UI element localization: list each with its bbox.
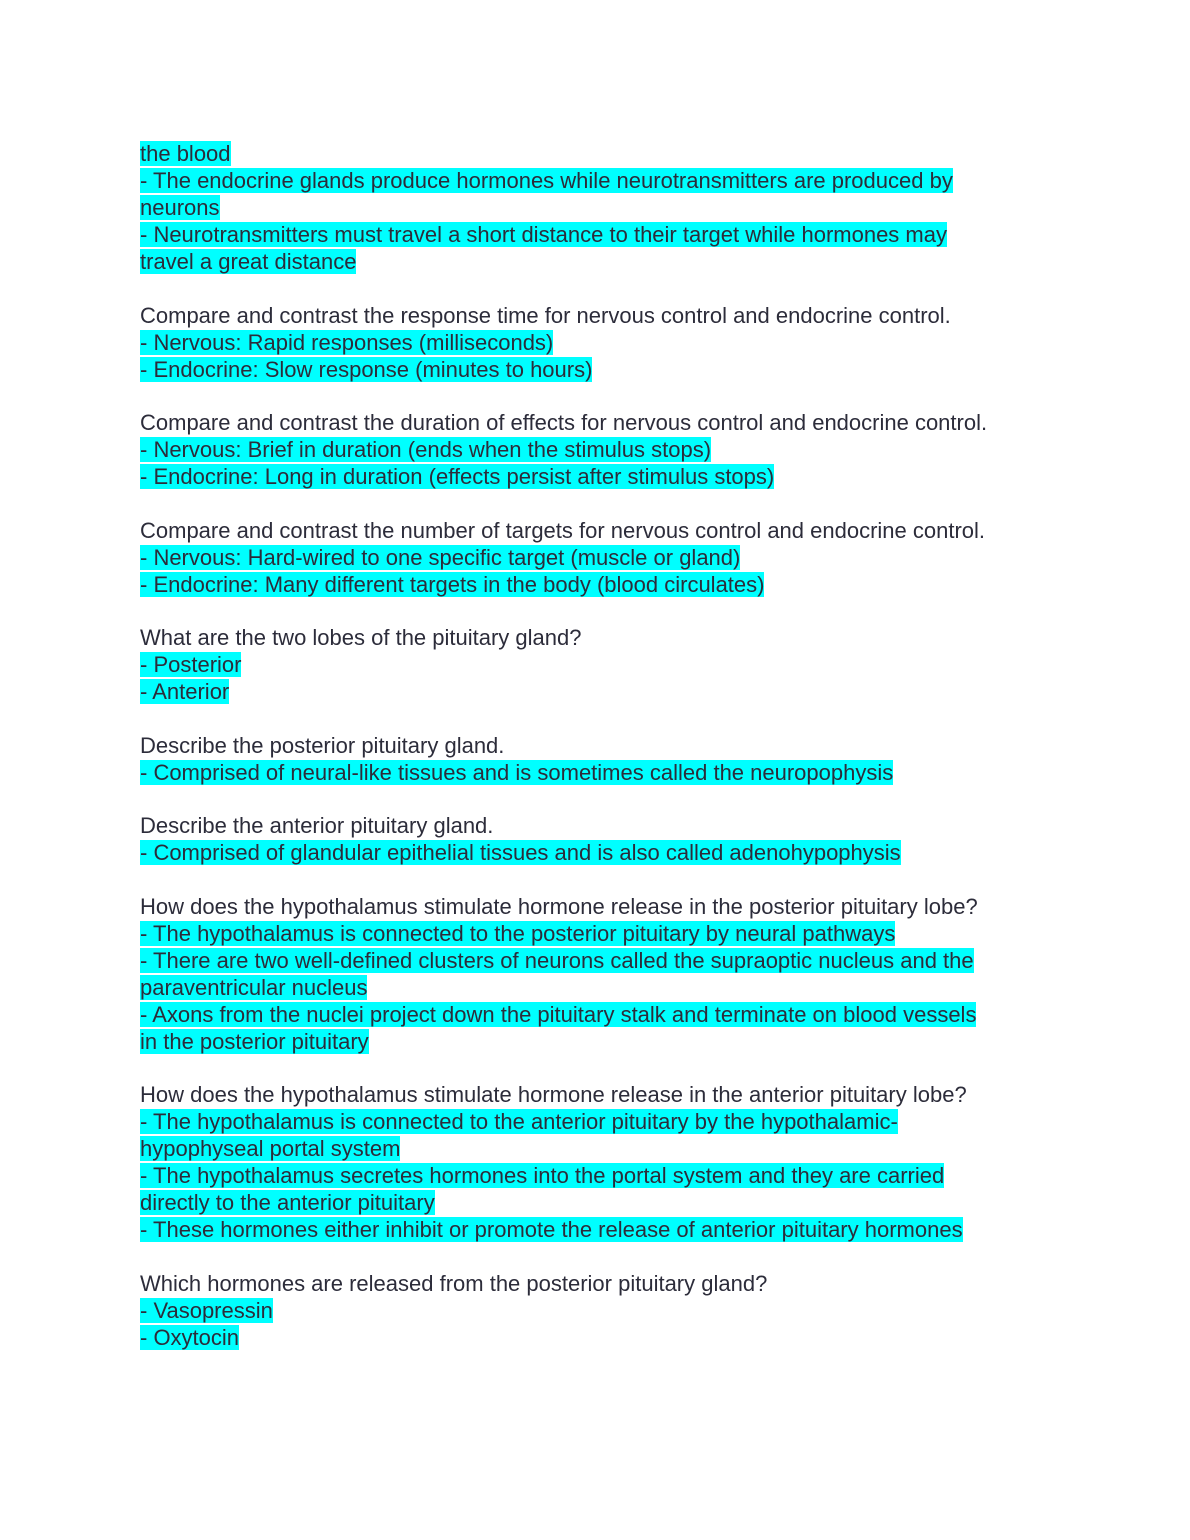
- answer-line: - Oxytocin: [140, 1324, 240, 1350]
- answer-line: - Endocrine: Slow response (minutes to hours): [140, 356, 593, 382]
- answer-line: - Endocrine: Many different targets in the body (blood circulates): [140, 571, 765, 597]
- answer-line: - These hormones either inhibit or promote the release of anterior pituitary hormones: [140, 1217, 963, 1242]
- qa-block-posterior-hormones: [140, 1270, 1060, 1351]
- question: What are the two lobes of the pituitary gland?: [140, 625, 582, 650]
- question: Describe the posterior pituitary gland.: [140, 732, 505, 758]
- answer-line: - Endocrine: Long in duration (effects persist after stimulus stops): [140, 464, 775, 489]
- question: How does the hypothalamus stimulate hormone release in the posterior pituitary lobe?: [140, 893, 978, 919]
- question: Compare and contrast the response time for nervous control and endocrine control.: [140, 302, 951, 328]
- answer-line: paraventricular nucleus: [140, 974, 368, 1000]
- intro-block: [140, 140, 1060, 275]
- answer-line: - Posterior: [140, 652, 242, 677]
- qa-block-anterior: [140, 812, 1060, 866]
- qa-block-lobes: [140, 624, 1060, 705]
- qa-block-targets: [140, 517, 1060, 598]
- question: How does the hypothalamus stimulate hormone release in the anterior pituitary lobe?: [140, 1082, 967, 1107]
- answer-line: - The hypothalamus is connected to the anterior pituitary by the hypothalamic-: [140, 1109, 898, 1134]
- answer-line: - Comprised of neural-like tissues and is sometimes called the neuropophysis: [140, 759, 894, 785]
- answer-line: - Neurotransmitters must travel a short distance to their target while hormones may: [140, 222, 947, 247]
- answer-line: travel a great distance: [140, 249, 357, 274]
- answer-line: - The hypothalamus is connected to the posterior pituitary by neural pathways: [140, 920, 896, 946]
- question: Compare and contrast the number of targets for nervous control and endocrine control.: [140, 517, 986, 543]
- qa-block-posterior: [140, 732, 1060, 786]
- answer-line: neurons: [140, 195, 220, 220]
- qa-block-duration: [140, 409, 1060, 490]
- answer-line: - The endocrine glands produce hormones while neurotransmitters are produced by: [140, 168, 953, 193]
- qa-block-response-time: [140, 302, 1060, 383]
- answer-line: - There are two well-defined clusters of neurons called the supraoptic nucleus and the: [140, 947, 974, 973]
- answer-line: - Anterior: [140, 679, 230, 704]
- qa-block-anterior-release: [140, 1081, 1060, 1243]
- answer-line: in the posterior pituitary: [140, 1028, 369, 1054]
- answer-line: - Comprised of glandular epithelial tissues and is also called adenohypophysis: [140, 840, 901, 865]
- answer-line: - Vasopressin: [140, 1297, 273, 1323]
- answer-line: - Nervous: Rapid responses (milliseconds): [140, 329, 554, 355]
- question: Compare and contrast the duration of effects for nervous control and endocrine control.: [140, 410, 988, 435]
- question: Describe the anterior pituitary gland.: [140, 813, 494, 838]
- answer-line: the blood: [140, 141, 231, 166]
- answer-line: - The hypothalamus secretes hormones into the portal system and they are carried: [140, 1163, 945, 1188]
- answer-line: - Nervous: Brief in duration (ends when the stimulus stops): [140, 437, 712, 462]
- qa-block-posterior-release: [140, 893, 1060, 1055]
- question: Which hormones are released from the posterior pituitary gland?: [140, 1270, 768, 1296]
- document-page: [140, 140, 1060, 1351]
- answer-line: - Nervous: Hard-wired to one specific target (muscle or gland): [140, 544, 741, 570]
- answer-line: directly to the anterior pituitary: [140, 1190, 435, 1215]
- answer-line: - Axons from the nuclei project down the pituitary stalk and terminate on blood vessels: [140, 1001, 977, 1027]
- answer-line: hypophyseal portal system: [140, 1136, 401, 1161]
